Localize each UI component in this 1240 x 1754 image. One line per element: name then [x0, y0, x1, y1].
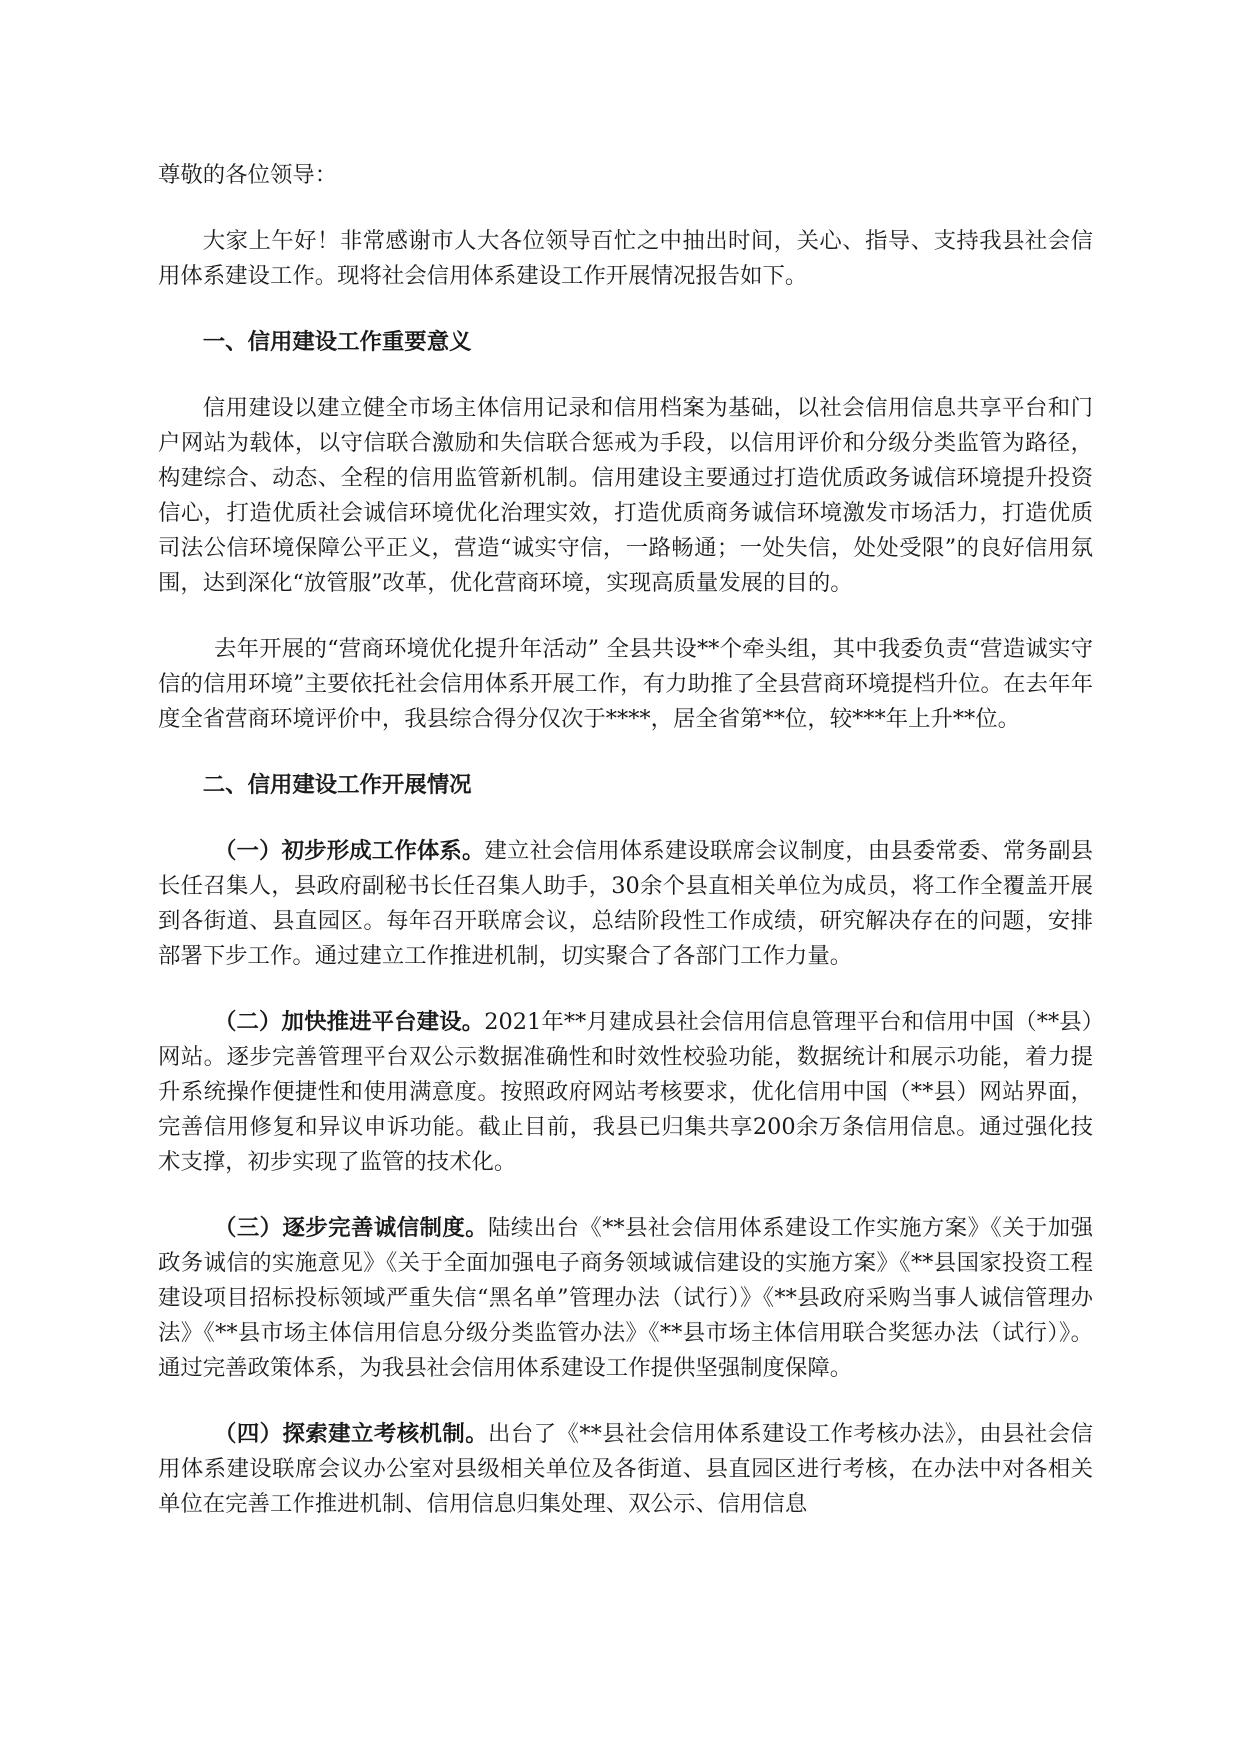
- section-2-item-1: [158, 834, 1093, 974]
- section-2-item-3: [158, 1211, 1093, 1386]
- section-2-item-2-text: 2021年**月建成县社会信用信息管理平台和信用中国（**县）网站。逐步完善管理平台双公示数据准确性和时效性校验功能，数据统计和展示功能，着力提升系统操作便捷性和使用满意度。按照政府网站考核要求，优化信用中国（**县）网站界面，完善信用修复和异议申诉功能。截止目前，我县已归集共享200余万条信用信息。通过强化技术支撑，初步实现了监管的技术化。: [158, 1009, 1093, 1175]
- section-2-item-2: [158, 1005, 1093, 1180]
- section-2-heading: 二、信用建设工作开展情况: [202, 772, 472, 798]
- section-2-item-4-lead: （四）探索建立考核机制。: [214, 1421, 489, 1447]
- section-2-item-4-text: 出台了《**县社会信用体系建设工作考核办法》，由县社会信用体系建设联席会议办公室对县级相关单位及各街道、县直园区进行考核，在办法中对各相关单位在完善工作推进机制、信用信息归集处理、双公示、信用信息: [158, 1421, 1093, 1517]
- section-1-heading: 一、信用建设工作重要意义: [202, 329, 472, 355]
- section-2-item-1-text: 建立社会信用体系建设联席会议制度，由县委常委、常务副县长任召集人，县政府副秘书长任召集人助手，30余个县直相关单位为成员，将工作全覆盖开展到各街道、县直园区。每年召开联席会议，总结阶段性工作成绩，研究解决存在的问题，安排部署下步工作。通过建立工作推进机制，切实聚合了各部门工作力量。: [158, 838, 1094, 969]
- section-1-paragraph-2: 去年开展的“营商环境优化提升年活动” 全县共设**个牵头组，其中我委负责“营造诚实守信的信用环境”主要依托社会信用体系开展工作，有力助推了全县营商环境提档升位。在去年年度全省营商环境评价中，我县综合得分仅次于****，居全省第**位，较***年上升**位。: [158, 636, 1093, 732]
- section-2-item-2-lead: （二）加快推进平台建设。: [214, 1009, 485, 1035]
- intro-paragraph: 大家上午好！非常感谢市人大各位领导百忙之中抽出时间，关心、指导、支持我县社会信用体系建设工作。现将社会信用体系建设工作开展情况报告如下。: [158, 228, 1093, 289]
- section-2-item-1-lead: （一）初步形成工作体系。: [214, 838, 485, 864]
- section-2-item-3-lead: （三）逐步完善诚信制度。: [214, 1215, 489, 1241]
- section-2-item-3-text: 陆续出台《**县社会信用体系建设工作实施方案》《关于加强政务诚信的实施意见》《关于全面加强电子商务领域诚信建设的实施方案》《**县国家投资工程建设项目招标投标领域严重失信“黑名单”管理办法（试行）》《**县政府采购当事人诚信管理办法》《**县市场主体信用信息分级分类监管办法》《**县市场主体信用联合奖惩办法（试行）》。通过完善政策体系，为我县社会信用体系建设工作提供坚强制度保障。: [158, 1215, 1093, 1381]
- section-2-item-4: [158, 1417, 1093, 1522]
- salutation: 尊敬的各位领导：: [158, 162, 338, 188]
- section-1-paragraph-1: 信用建设以建立健全市场主体信用记录和信用档案为基础，以社会信用信息共享平台和门户网站为载体，以守信联合激励和失信联合惩戒为手段，以信用评价和分级分类监管为路径，构建综合、动态、全程的信用监管新机制。信用建设主要通过打造优质政务诚信环境提升投资信心，打造优质社会诚信环境优化治理实效，打造优质商务诚信环境激发市场活力，打造优质司法公信环境保障公平正义，营造“诚实守信，一路畅通；一处失信，处处受限”的良好信用氛围，达到深化“放管服”改革，优化营商环境，实现高质量发展的目的。: [158, 395, 1093, 596]
- document-body: [158, 158, 1093, 1553]
